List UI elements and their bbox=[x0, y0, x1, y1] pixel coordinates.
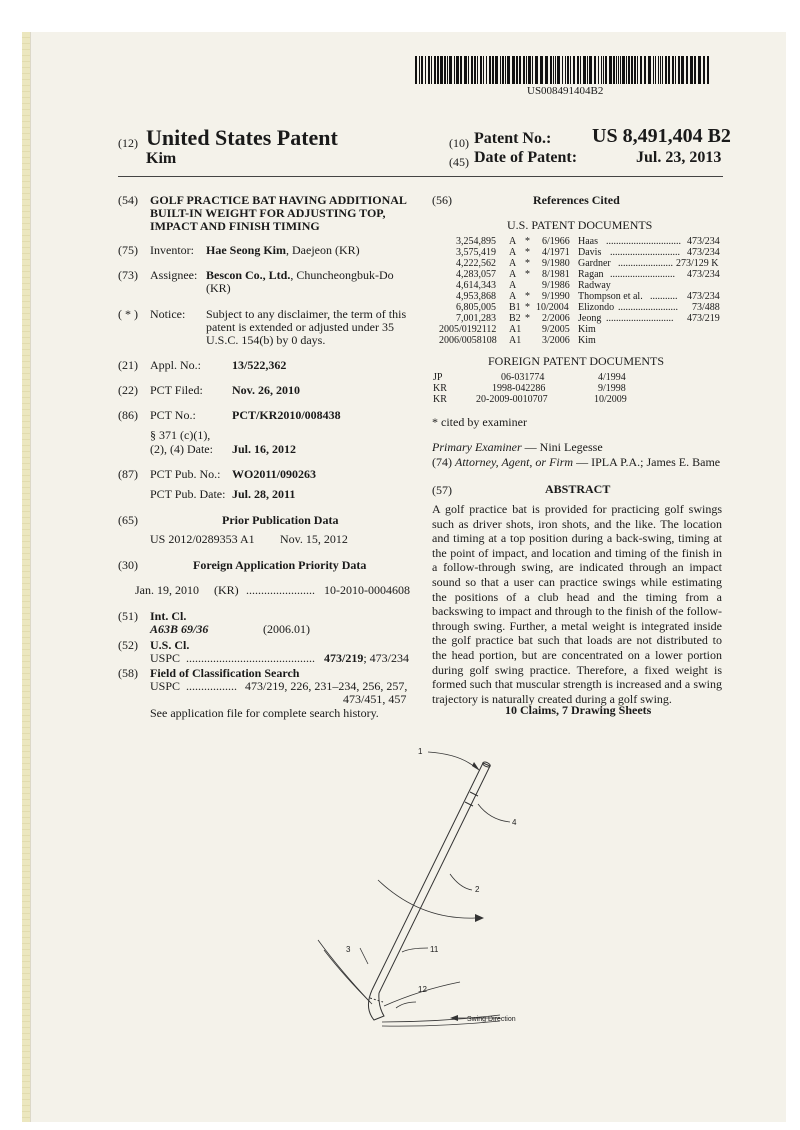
patent-number: US 8,491,404 B2 bbox=[592, 125, 731, 147]
us-ref-number: 2005/0192112 bbox=[439, 324, 497, 335]
cited-note: * cited by examiner bbox=[432, 415, 527, 429]
notice-line-3: U.S.C. 154(b) by 0 days. bbox=[206, 333, 326, 347]
barcode-bar bbox=[492, 56, 494, 84]
barcode-bar bbox=[550, 56, 552, 84]
inventor-name: Hae Seong Kim bbox=[206, 243, 286, 257]
patent-date: Jul. 23, 2013 bbox=[636, 149, 722, 166]
pub-no-code: (87) bbox=[118, 467, 138, 481]
us-ref-kind: A1 bbox=[509, 335, 522, 346]
us-ref-name: Jeong bbox=[578, 313, 602, 324]
barcode-bar bbox=[505, 56, 506, 84]
appl-number: 13/522,362 bbox=[232, 358, 287, 372]
field-sub: USPC bbox=[150, 679, 181, 693]
pct-no-label: PCT No.: bbox=[150, 408, 196, 422]
foreign-priority-date: Jan. 19, 2010 bbox=[135, 583, 199, 597]
inventor-short: Kim bbox=[146, 150, 177, 167]
us-ref-date: 9/1986 bbox=[542, 280, 570, 291]
barcode-bar bbox=[507, 56, 510, 84]
us-ref-star: * bbox=[525, 236, 530, 247]
prior-pub-number: US 2012/0289353 A1 bbox=[150, 532, 255, 546]
barcode-bar bbox=[519, 56, 521, 84]
figure-label-11: 11 bbox=[430, 945, 439, 954]
barcode-bar bbox=[468, 56, 469, 84]
barcode-bar bbox=[668, 56, 670, 84]
us-ref-class: 273/129 K bbox=[676, 258, 719, 269]
barcode-bar bbox=[660, 56, 661, 84]
figure-label-1: 1 bbox=[418, 747, 423, 756]
us-ref-dots: ............................ bbox=[610, 247, 680, 258]
patent-no-label: Patent No.: bbox=[474, 130, 552, 147]
foreign-ref-number: 1998-042286 bbox=[492, 383, 546, 394]
foreign-ref-country: KR bbox=[433, 383, 447, 394]
assignee-label: Assignee: bbox=[150, 268, 198, 282]
abstract-title: ABSTRACT bbox=[545, 482, 611, 496]
us-ref-kind: A bbox=[509, 258, 517, 269]
notice-code: ( * ) bbox=[118, 307, 138, 321]
us-ref-name: Thompson et al. bbox=[578, 291, 643, 302]
us-ref-number: 4,614,343 bbox=[456, 280, 496, 291]
foreign-priority-country: (KR) bbox=[214, 583, 239, 597]
us-ref-name: Elizondo bbox=[578, 302, 615, 313]
us-ref-date: 9/1990 bbox=[542, 291, 570, 302]
us-ref-number: 4,222,562 bbox=[456, 258, 496, 269]
notice-line-1: Subject to any disclaimer, the term of this bbox=[206, 307, 407, 321]
foreign-ref-date: 4/1994 bbox=[598, 372, 626, 383]
field-dots: ................. bbox=[186, 679, 237, 693]
us-ref-name: Ragan bbox=[578, 269, 604, 280]
refs-title: References Cited bbox=[533, 193, 620, 207]
us-ref-date: 4/1971 bbox=[542, 247, 570, 258]
pct-no-code: (86) bbox=[118, 408, 138, 422]
us-ref-name: Gardner bbox=[578, 258, 611, 269]
us-ref-name: Kim bbox=[578, 335, 596, 346]
us-cl-dots: ........................................... bbox=[186, 651, 315, 665]
barcode-bar bbox=[523, 56, 525, 84]
barcode-bar bbox=[460, 56, 462, 84]
examiner-name: — Nini Legesse bbox=[521, 440, 603, 454]
barcode-bar bbox=[567, 56, 569, 84]
barcode-bar bbox=[672, 56, 674, 84]
barcode-bar bbox=[616, 56, 617, 84]
pub-no-label: PCT Pub. No.: bbox=[150, 467, 221, 481]
abstract-text: A golf practice bat is provided for practicing golf swings such as driver shots, iron shots, and the like. The location and timing at a top position during a back-swing, timing at the point of impact, and location and timing of the finish in a follow-through swing, are indicated through an impact sound so that a user can practice swings while estimating the positions of a club head and the timing from a backswing to impact and through to the finish of the follow-through swing. Further, a metal weight is integrated inside the golf practice bat such that loads are not distributed to the head portion, but are concentrated on a lower portion during golf swing practice. Therefore, a fixed weight is formed such that muscular strength is increased and a swing trajectory is naturally created during a golf swing. bbox=[432, 502, 722, 706]
foreign-docs-title: FOREIGN PATENT DOCUMENTS bbox=[488, 354, 665, 368]
inventor-location: , Daejeon (KR) bbox=[286, 243, 360, 257]
us-cl-sub: USPC bbox=[150, 651, 181, 665]
inventor-label: Inventor: bbox=[150, 243, 194, 257]
barcode-bar bbox=[557, 56, 560, 84]
barcode-bar bbox=[512, 56, 515, 84]
barcode-bar bbox=[605, 56, 607, 84]
us-ref-name: Haas bbox=[578, 236, 598, 247]
barcode-bar bbox=[444, 56, 446, 84]
field-line-2: 473/451, 457 bbox=[343, 692, 407, 706]
barcode-bar bbox=[589, 56, 592, 84]
barcode-bar bbox=[601, 56, 602, 84]
figure-label-2: 2 bbox=[475, 885, 480, 894]
us-cl-rest: ; 473/234 bbox=[363, 651, 410, 665]
us-ref-star: * bbox=[525, 247, 530, 258]
us-ref-dots: ........................ bbox=[618, 302, 678, 313]
barcode-bar bbox=[658, 56, 659, 84]
attorney-label: Attorney, Agent, or Firm bbox=[455, 455, 574, 469]
pct-filed-code: (22) bbox=[118, 383, 138, 397]
us-ref-kind: A bbox=[509, 236, 517, 247]
us-ref-dots: ...................... bbox=[618, 258, 673, 269]
us-ref-class: 473/234 bbox=[687, 269, 720, 280]
barcode-bar bbox=[532, 56, 533, 84]
barcode-bar bbox=[502, 56, 504, 84]
us-ref-class: 73/488 bbox=[692, 302, 720, 313]
barcode-bar bbox=[631, 56, 633, 84]
foreign-priority-code: (30) bbox=[118, 558, 138, 572]
date-label: Date of Patent: bbox=[474, 149, 578, 166]
foreign-ref-date: 9/1998 bbox=[598, 383, 626, 394]
assignee-location: , Chuncheongbuk-Do bbox=[290, 268, 394, 282]
us-ref-class: 473/234 bbox=[687, 247, 720, 258]
barcode-bar bbox=[489, 56, 491, 84]
appl-label: Appl. No.: bbox=[150, 358, 201, 372]
us-ref-number: 4,283,057 bbox=[456, 269, 496, 280]
us-ref-star: * bbox=[525, 291, 530, 302]
barcode-bar bbox=[703, 56, 705, 84]
barcode-bar bbox=[587, 56, 588, 84]
us-ref-name: Radway bbox=[578, 280, 611, 291]
barcode-bar bbox=[526, 56, 527, 84]
foreign-ref-country: KR bbox=[433, 394, 447, 405]
barcode-bar bbox=[698, 56, 701, 84]
barcode-bar bbox=[456, 56, 459, 84]
doc-type-code: (12) bbox=[118, 136, 138, 150]
golf-bat-drawing bbox=[300, 740, 560, 1040]
prior-pub-date: Nov. 15, 2012 bbox=[280, 532, 348, 546]
barcode-bar bbox=[577, 56, 579, 84]
barcode-bar bbox=[662, 56, 663, 84]
barcode-bar bbox=[486, 56, 487, 84]
prior-pub-title: Prior Publication Data bbox=[222, 513, 339, 527]
us-ref-kind: A1 bbox=[509, 324, 522, 335]
int-cl-code: (51) bbox=[118, 609, 138, 623]
notice-label: Notice: bbox=[150, 307, 186, 321]
barcode-bar bbox=[648, 56, 651, 84]
barcode-bar bbox=[678, 56, 680, 84]
barcode-bar bbox=[573, 56, 575, 84]
title-line-2: BUILT-IN WEIGHT FOR ADJUSTING TOP, bbox=[150, 206, 386, 220]
us-ref-kind: B2 bbox=[509, 313, 521, 324]
barcode-bar bbox=[628, 56, 630, 84]
us-ref-number: 3,575,419 bbox=[456, 247, 496, 258]
barcode-bar bbox=[495, 56, 498, 84]
int-cl-label: Int. Cl. bbox=[150, 609, 187, 623]
barcode-bar bbox=[565, 56, 566, 84]
us-ref-star: * bbox=[525, 302, 530, 313]
us-ref-star: * bbox=[525, 269, 530, 280]
us-ref-name: Kim bbox=[578, 324, 596, 335]
us-docs-title: U.S. PATENT DOCUMENTS bbox=[507, 218, 653, 232]
barcode-bar bbox=[653, 56, 654, 84]
barcode bbox=[415, 56, 715, 84]
barcode-bar bbox=[598, 56, 599, 84]
barcode-bar bbox=[431, 56, 432, 84]
us-ref-dots: ........... bbox=[650, 291, 678, 302]
barcode-bar bbox=[613, 56, 615, 84]
foreign-priority-number: 10-2010-0004608 bbox=[324, 583, 410, 597]
barcode-bar bbox=[675, 56, 676, 84]
us-ref-class: 473/219 bbox=[687, 313, 720, 324]
us-ref-kind: B1 bbox=[509, 302, 521, 313]
title-line-1: GOLF PRACTICE BAT HAVING ADDITIONAL bbox=[150, 193, 407, 207]
patent-no-code: (10) bbox=[449, 136, 469, 150]
assignee-location-2: (KR) bbox=[206, 281, 231, 295]
barcode-bar bbox=[618, 56, 619, 84]
barcode-bar bbox=[474, 56, 476, 84]
us-cl-main: 473/219 bbox=[324, 651, 364, 665]
barcode-bar bbox=[440, 56, 443, 84]
barcode-bar bbox=[454, 56, 455, 84]
notice-line-2: patent is extended or adjusted under 35 bbox=[206, 320, 394, 334]
foreign-priority-dots: ....................... bbox=[246, 583, 315, 597]
barcode-bar bbox=[626, 56, 627, 84]
s371-date: Jul. 16, 2012 bbox=[232, 442, 297, 456]
us-ref-kind: A bbox=[509, 247, 517, 258]
us-ref-number: 6,805,005 bbox=[456, 302, 496, 313]
barcode-bar bbox=[609, 56, 612, 84]
barcode-bar bbox=[634, 56, 636, 84]
us-ref-date: 10/2004 bbox=[536, 302, 569, 313]
barcode-bar bbox=[480, 56, 482, 84]
barcode-bar bbox=[540, 56, 543, 84]
field-note: See application file for complete search history. bbox=[150, 706, 379, 720]
appl-code: (21) bbox=[118, 358, 138, 372]
swing-direction-label: Swing Direction bbox=[467, 1016, 516, 1023]
us-ref-date: 8/1981 bbox=[542, 269, 570, 280]
us-ref-dots: .......................... bbox=[610, 269, 675, 280]
us-ref-star: * bbox=[525, 258, 530, 269]
field-label: Field of Classification Search bbox=[150, 666, 300, 680]
barcode-bar bbox=[545, 56, 548, 84]
us-ref-dots: ........................... bbox=[606, 313, 674, 324]
foreign-ref-country: JP bbox=[433, 372, 443, 383]
barcode-bar bbox=[583, 56, 586, 84]
barcode-bar bbox=[421, 56, 423, 84]
barcode-bar bbox=[428, 56, 430, 84]
barcode-bar bbox=[555, 56, 556, 84]
us-ref-name: Davis bbox=[578, 247, 602, 258]
inventor-code: (75) bbox=[118, 243, 138, 257]
barcode-bar bbox=[437, 56, 439, 84]
pub-number: WO2011/090263 bbox=[232, 467, 317, 481]
us-ref-dots: .............................. bbox=[606, 236, 681, 247]
header-divider bbox=[118, 176, 723, 177]
barcode-bar bbox=[637, 56, 638, 84]
figure-label-4: 4 bbox=[512, 818, 517, 827]
barcode-bar bbox=[464, 56, 467, 84]
barcode-bar bbox=[447, 56, 448, 84]
barcode-bar bbox=[477, 56, 478, 84]
barcode-bar bbox=[449, 56, 452, 84]
us-cl-label: U.S. Cl. bbox=[150, 638, 190, 652]
int-cl-year: (2006.01) bbox=[263, 622, 310, 636]
us-ref-number: 2006/0058108 bbox=[439, 335, 497, 346]
pct-filed-label: PCT Filed: bbox=[150, 383, 203, 397]
title-code: (54) bbox=[118, 193, 138, 207]
us-ref-star: * bbox=[525, 313, 530, 324]
us-ref-kind: A bbox=[509, 280, 517, 291]
barcode-bar bbox=[690, 56, 693, 84]
foreign-ref-date: 10/2009 bbox=[594, 394, 627, 405]
barcode-bar bbox=[471, 56, 473, 84]
barcode-bar bbox=[528, 56, 531, 84]
us-ref-kind: A bbox=[509, 291, 517, 302]
assignee-name: Bescon Co., Ltd. bbox=[206, 268, 291, 282]
barcode-bar bbox=[425, 56, 426, 84]
refs-code: (56) bbox=[432, 193, 452, 207]
foreign-priority-title: Foreign Application Priority Data bbox=[193, 558, 367, 572]
pct-number: PCT/KR2010/008438 bbox=[232, 408, 341, 422]
attorney-code: (74) bbox=[432, 455, 452, 469]
barcode-bar bbox=[707, 56, 709, 84]
barcode-bar bbox=[434, 56, 436, 84]
barcode-bar bbox=[644, 56, 646, 84]
us-ref-date: 6/1966 bbox=[542, 236, 570, 247]
pct-filed-date: Nov. 26, 2010 bbox=[232, 383, 301, 397]
barcode-bar bbox=[553, 56, 554, 84]
date-code: (45) bbox=[449, 155, 469, 169]
us-ref-class: 473/234 bbox=[687, 236, 720, 247]
foreign-ref-number: 06-031774 bbox=[501, 372, 545, 383]
us-ref-date: 2/2006 bbox=[542, 313, 570, 324]
barcode-bar bbox=[620, 56, 621, 84]
prior-pub-code: (65) bbox=[118, 513, 138, 527]
barcode-bar bbox=[594, 56, 596, 84]
us-cl-code: (52) bbox=[118, 638, 138, 652]
us-ref-kind: A bbox=[509, 269, 517, 280]
us-ref-class: 473/234 bbox=[687, 291, 720, 302]
us-ref-date: 3/2006 bbox=[542, 335, 570, 346]
attorney-name: — IPLA P.A.; James E. Bame bbox=[573, 455, 721, 469]
pub-date-label: PCT Pub. Date: bbox=[150, 487, 226, 501]
barcode-bar bbox=[500, 56, 501, 84]
barcode-bar bbox=[681, 56, 684, 84]
barcode-bar bbox=[415, 56, 417, 84]
barcode-bar bbox=[694, 56, 696, 84]
examiner-label: Primary Examiner bbox=[432, 440, 522, 454]
pub-date: Jul. 28, 2011 bbox=[232, 487, 296, 501]
abstract-code: (57) bbox=[432, 483, 452, 497]
title-line-3: IMPACT AND FINISH TIMING bbox=[150, 219, 320, 233]
barcode-bar bbox=[516, 56, 518, 84]
us-ref-date: 9/1980 bbox=[542, 258, 570, 269]
s371-line-2: (2), (4) Date: bbox=[150, 442, 213, 456]
barcode-bar bbox=[483, 56, 484, 84]
barcode-bar bbox=[603, 56, 604, 84]
barcode-bar bbox=[562, 56, 563, 84]
barcode-number: US008491404B2 bbox=[527, 85, 604, 97]
barcode-bar bbox=[419, 56, 420, 84]
doc-type: United States Patent bbox=[146, 125, 338, 150]
bat-shaft bbox=[368, 761, 491, 1020]
barcode-bar bbox=[686, 56, 688, 84]
s371-line-1: § 371 (c)(1), bbox=[150, 428, 211, 442]
barcode-bar bbox=[580, 56, 581, 84]
claims-line: 10 Claims, 7 Drawing Sheets bbox=[505, 703, 652, 717]
us-ref-number: 7,001,283 bbox=[456, 313, 496, 324]
assignee-code: (73) bbox=[118, 268, 138, 282]
barcode-bar bbox=[622, 56, 625, 84]
us-ref-number: 3,254,895 bbox=[456, 236, 496, 247]
foreign-ref-number: 20-2009-0010707 bbox=[476, 394, 548, 405]
figure-label-12: 12 bbox=[418, 985, 427, 994]
barcode-bar bbox=[570, 56, 571, 84]
barcode-bar bbox=[655, 56, 656, 84]
us-ref-number: 4,953,868 bbox=[456, 291, 496, 302]
field-code: (58) bbox=[118, 666, 138, 680]
barcode-bar bbox=[640, 56, 642, 84]
us-ref-date: 9/2005 bbox=[542, 324, 570, 335]
figure-label-3: 3 bbox=[346, 945, 351, 954]
field-line-1: 473/219, 226, 231–234, 256, 257, bbox=[245, 679, 408, 693]
barcode-bar bbox=[535, 56, 538, 84]
int-cl-class: A63B 69/36 bbox=[150, 622, 209, 636]
barcode-bar bbox=[665, 56, 667, 84]
